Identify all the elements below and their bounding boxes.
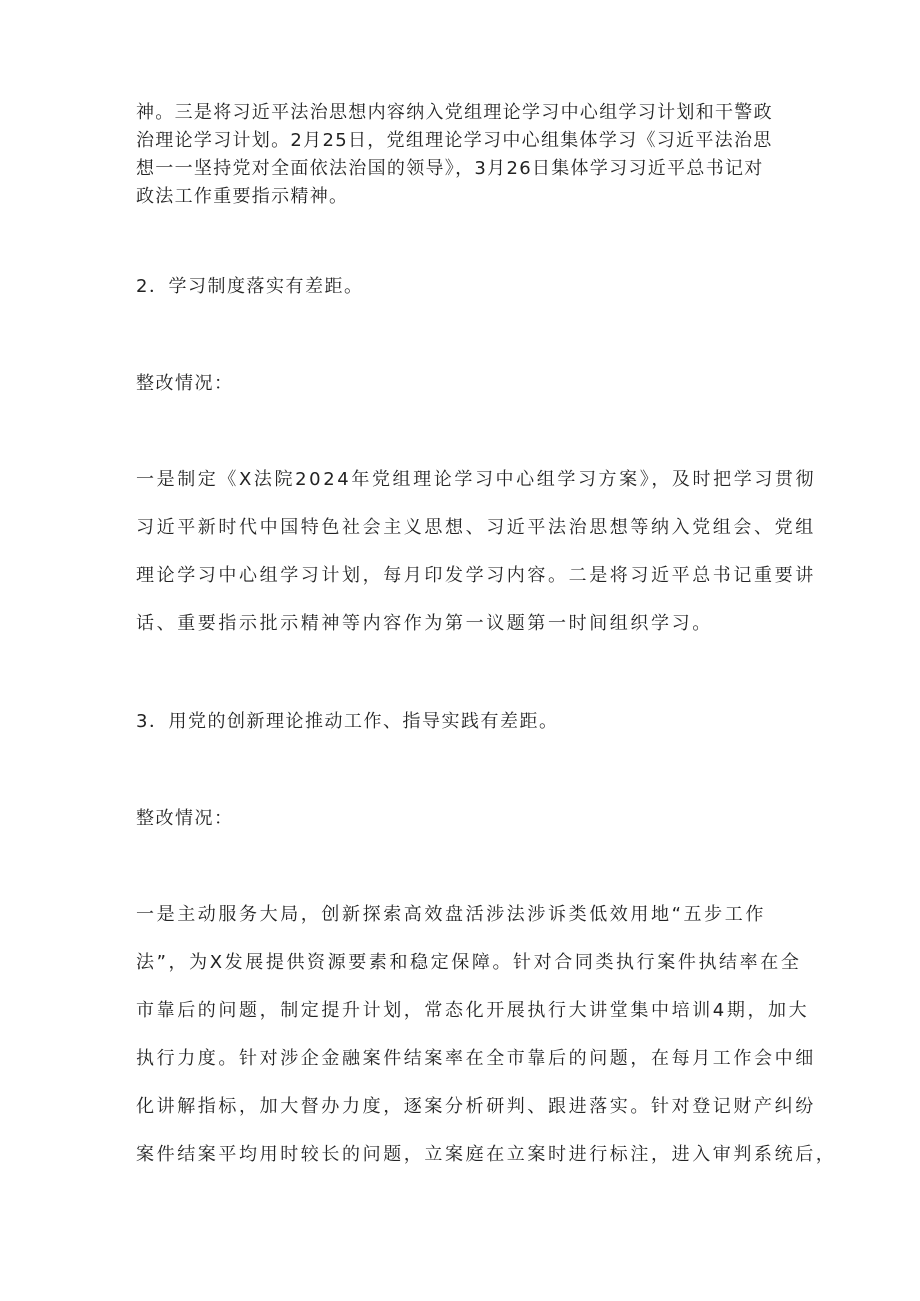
rectification-label: 整改情况：	[136, 808, 234, 829]
section-heading-3: 3．用党的创新理论推动工作、指导实践有差距。	[136, 711, 559, 732]
text-line: 执行力度。针对涉企金融案件结案率在全市靠后的问题，在每月工作会中细	[136, 1048, 816, 1069]
section-heading-2: 2．学习制度落实有差距。	[136, 276, 364, 297]
text-line: 理论学习中心组学习计划，每月印发学习内容。二是将习近平总书记重要讲	[136, 565, 816, 586]
text-line: 治理论学习计划。2月25日，党组理论学习中心组集体学习《习近平法治思	[136, 130, 773, 151]
text-line: 想一一坚持党对全面依法治国的领导》，3月26日集体学习习近平总书记对	[136, 158, 764, 179]
text-line: 市靠后的问题，制定提升计划，常态化开展执行大讲堂集中培训4期，加大	[136, 1000, 810, 1021]
rectification-label: 整改情况：	[136, 373, 234, 394]
text-line: 案件结案平均用时较长的问题，立案庭在立案时进行标注，进入审判系统后，	[136, 1144, 837, 1165]
text-line: 习近平新时代中国特色社会主义思想、习近平法治思想等纳入党组会、党组	[136, 517, 816, 538]
text-line: 话、重要指示批示精神等内容作为第一议题第一时间组织学习。	[136, 613, 713, 634]
text-line: 政法工作重要指示精神。	[136, 186, 349, 207]
text-line: 化讲解指标，加大督办力度，逐案分析研判、跟进落实。针对登记财产纠纷	[136, 1096, 816, 1117]
text-line: 一是制定《X法院2024年党组理论学习中心组学习方案》，及时把学习贯彻	[136, 469, 817, 490]
text-line: 一是主动服务大局，创新探索高效盘活涉法涉诉类低效用地“五步工作	[136, 904, 766, 925]
text-line: 神。三是将习近平法治思想内容纳入党组理论学习中心组学习计划和干警政	[136, 102, 773, 123]
text-line: 法”，为X发展提供资源要素和稳定保障。针对合同类执行案件执结率在全	[136, 952, 802, 973]
